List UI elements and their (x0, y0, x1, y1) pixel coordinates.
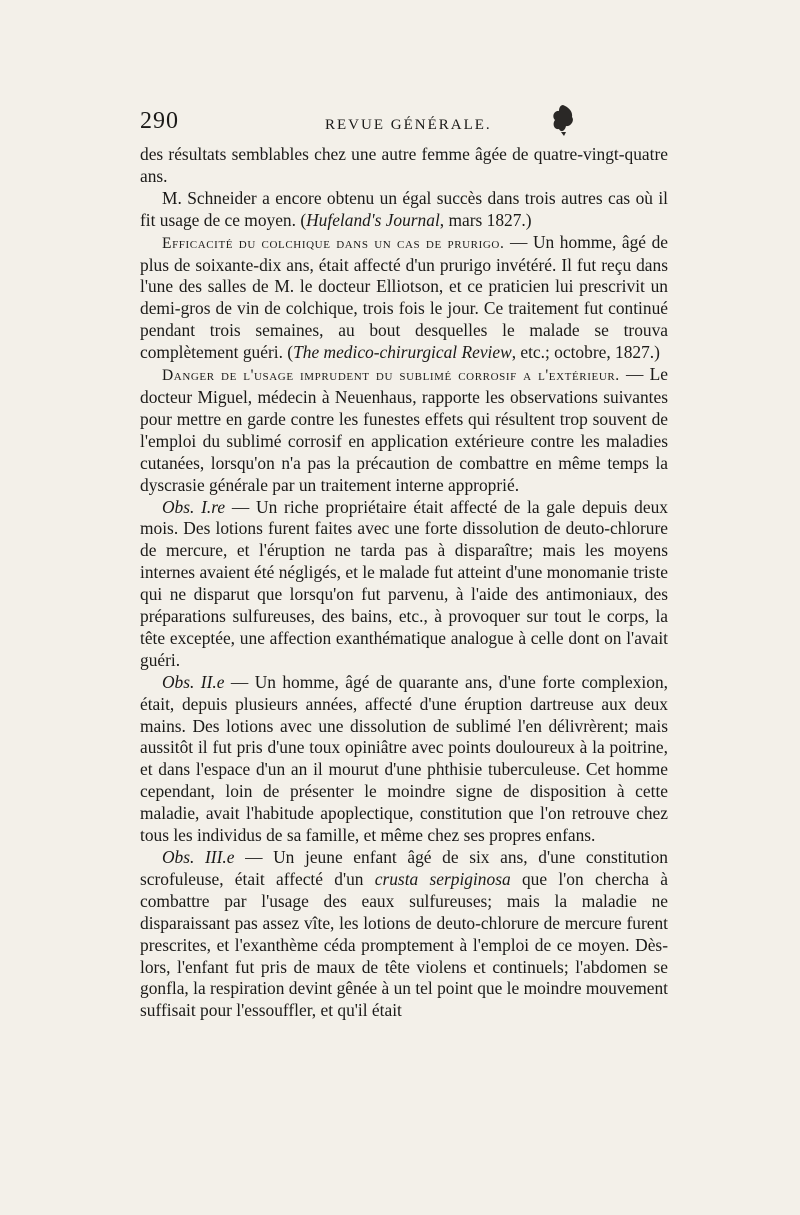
citation: The medico-chirurgical Review (293, 342, 512, 363)
section-heading: Danger de l'usage imprudent du sublimé corrosif a l'extérieur. (162, 367, 620, 385)
latin-term: crusta serpiginosa (374, 868, 511, 889)
page-number: 290 (140, 108, 179, 134)
observation-2: Obs. II.e — Un homme, âgé de quarante ans, d'une forte complexion, était, depuis plusieurs années, affecté d'une éruption dartreuse aux deux mains. Des lotions avec une dissolution de sublimé l'en délivrèrent; mais aussitôt il fut pris d'une toux opiniâtre avec points douloureux à la poitrine, et dans l'espace d'un an il mourut d'une phthisie tuberculeuse. Cet homme cependant, loin de présenter le moindre signe de disposition à cette maladie, avait l'habitude apoplectique, constitution que l'on retrouve chez tous les individus de sa famille, et même chez ses propres enfans. (140, 671, 668, 846)
running-title: REVUE GÉNÉRALE. (325, 117, 492, 133)
body-text (140, 144, 668, 1022)
observation-1: Obs. I.re — Un riche propriétaire était affecté de la gale depuis deux mois. Des lotions furent faites avec une forte dissolution de deuto-chlorure de mercure, et l'éruption ne tarda pas à disparaître; mais les moyens internes avaient été négligés, et le malade fut atteint d'une monomanie triste qui ne disparut que lorsqu'on fut parvenu, à l'aide des antimoniaux, des préparations sulfureuses, des bains, etc., à provoquer sur tout le corps, la tête exceptée, une affection exanthématique analogue à celle dont on l'avait guéri. (140, 496, 668, 670)
paragraph-sublime: Danger de l'usage imprudent du sublimé corrosif a l'extérieur. — Le docteur Miguel, médecin à Neuenhaus, rapporte les observations suivantes pour mettre en garde contre les funestes effets qui résultent trop souvent de l'emploi du sublimé corrosif en application extérieure contre les maladies cutanées, lorsqu'on n'a pas la précaution de combattre en même temps la dyscrasie générale par un traitement interne approprié. (140, 364, 668, 495)
ink-blot-mark (548, 102, 578, 136)
citation: Hufeland's Journal (306, 209, 440, 230)
paragraph-colchique: Efficacité du colchique dans un cas de prurigo. — Un homme, âgé de plus de soixante-dix ans, était affecté d'un prurigo invétéré. Il fut reçu dans l'une des salles de M. le docteur Elliotson, et ce praticien lui prescrivit un demi-gros de vin de colchique, trois fois le jour. Ce traitement fut continué pendant trois semaines, au bout desquelles le malade se trouva complètement guéri. (The medico-chirurgical Review, etc.; octobre, 1827.) (140, 231, 668, 363)
paragraph-schneider: M. Schneider a encore obtenu un égal succès dans trois autres cas où il fit usage de ce moyen. (Hufeland's Journal, mars 1827.) (140, 187, 668, 230)
observation-label: Obs. I.re (162, 496, 226, 517)
page-header (140, 108, 668, 144)
paragraph-continuation: des résultats semblables chez une autre femme âgée de quatre-vingt-quatre ans. (140, 144, 668, 186)
observation-3: Obs. III.e — Un jeune enfant âgé de six ans, d'une constitution scrofuleuse, était affecté d'un crusta serpiginosa que l'on chercha à combattre par l'usage des eaux sulfureuses; mais la maladie ne disparaissant pas assez vîte, les lotions de deuto-chlorure de mercure furent prescrites, et l'exanthème céda promptement à l'emploi de ce moyen. Dès-lors, l'enfant fut pris de maux de tête violens et continuels; l'abdomen se gonfla, la respiration devint gênée à un tel point que le moindre mouvement suffisait pour l'essouffler, et qu'il était (140, 847, 668, 1021)
observation-label: Obs. III.e (162, 847, 235, 867)
observation-label: Obs. II.e (162, 671, 225, 692)
section-heading: Efficacité du colchique dans un cas de prurigo. (162, 234, 505, 252)
